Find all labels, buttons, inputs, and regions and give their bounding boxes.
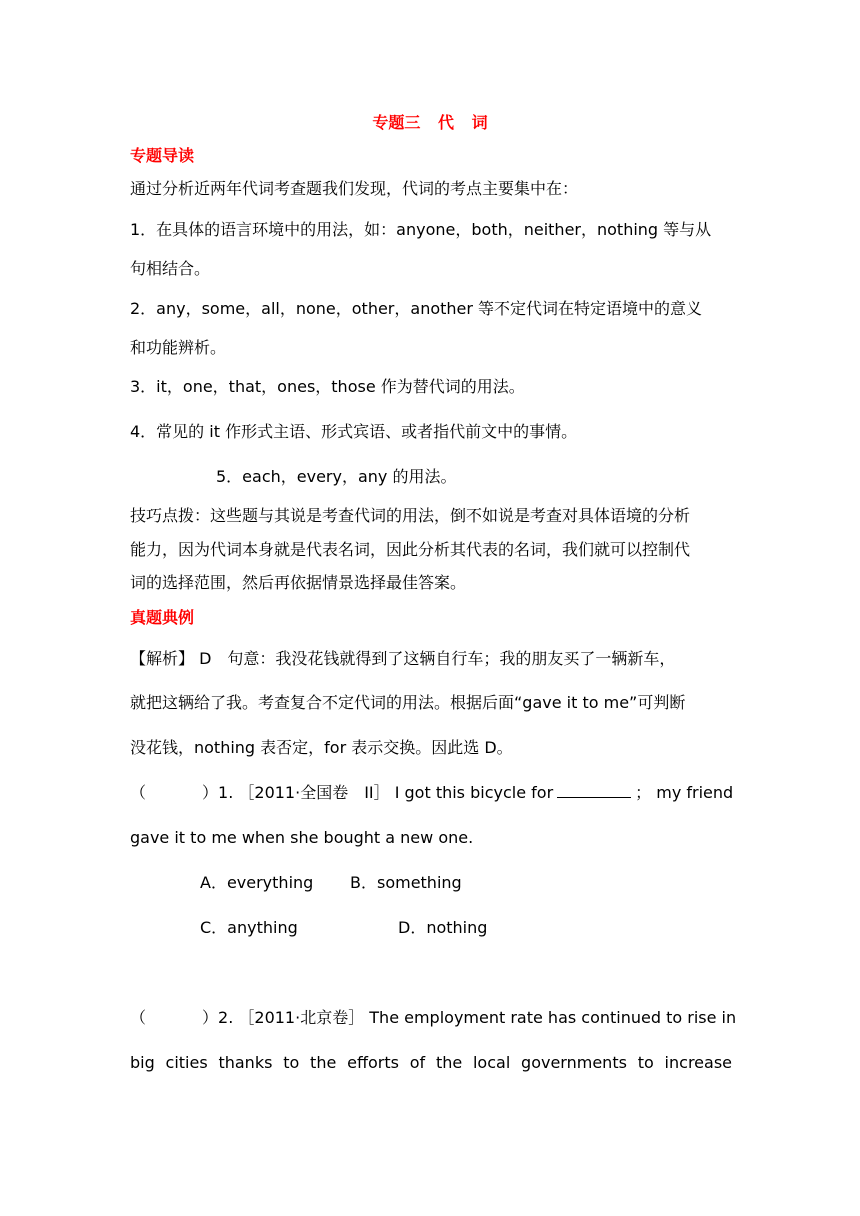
guide-point-3: 3．it，one，that，ones，those 作为替代词的用法。 [130,377,525,396]
title-part: 代 [437,113,454,132]
guide-heading: 专题导读 [130,146,195,165]
examples-heading: 真题典例 [130,608,195,627]
question-text: 2. ［2011·北京卷］ The employment rate has continued to rise in [218,1008,737,1027]
analysis-line-1: 【解析】 D 句意：我没花钱就得到了这辆自行车；我的朋友买了一辆新车， [130,649,676,668]
guide-point-1-cont: 句相结合。 [130,259,211,278]
title-part: 专题三 [372,113,421,132]
guide-point-2-cont: 和功能辨析。 [130,338,227,357]
question-2-stem [130,1007,737,1029]
guide-point-4: 4．常见的 it 作形式主语、形式宾语、或者指代前文中的事情。 [130,422,578,441]
answer-paren-open: （ [130,1008,147,1027]
answer-paren-close: ） [202,1008,219,1027]
fill-blank [557,783,631,798]
guide-point-5: 5．each，every，any 的用法。 [216,467,457,486]
tip-line-3: 词的选择范围，然后再依据情景选择最佳答案。 [130,573,467,592]
option-c: C．anything [200,918,298,937]
option-b: B．something [350,873,462,892]
question-2-stem-cont: big cities thanks to the efforts of the local governments to increase [130,1053,732,1072]
question-text: 1. ［2011·全国卷 II］ I got this bicycle for [218,783,554,802]
page-title [0,110,860,133]
answer-paren-open: （ [130,783,147,802]
question-1-stem [130,782,732,804]
analysis-line-3: 没花钱，nothing 表否定，for 表示交换。因此选 D。 [130,738,513,757]
option-a: A．everything [200,873,314,892]
question-1-stem-cont: gave it to me when she bought a new one. [130,828,474,847]
tip-line-1: 技巧点拨：这些题与其说是考查代词的用法，倒不如说是考查对具体语境的分析 [130,506,691,525]
answer-paren-close: ） [202,783,219,802]
guide-point-2: 2．any，some，all，none，other，another 等不定代词在特定语境中的意义 [130,299,703,318]
guide-intro: 通过分析近两年代词考查题我们发现，代词的考点主要集中在： [130,179,579,198]
analysis-line-2: 就把这辆给了我。考查复合不定代词的用法。根据后面“gave it to me”可判断 [130,693,686,712]
option-d: D．nothing [398,918,488,937]
guide-point-1: 1．在具体的语言环境中的用法，如：anyone，both，neither，nothing 等与从 [130,220,712,239]
question-text-end: ； my friend [635,783,734,802]
title-part: 词 [471,113,488,132]
tip-line-2: 能力，因为代词本身就是代表名词，因此分析其代表的名词，我们就可以控制代 [130,540,691,559]
